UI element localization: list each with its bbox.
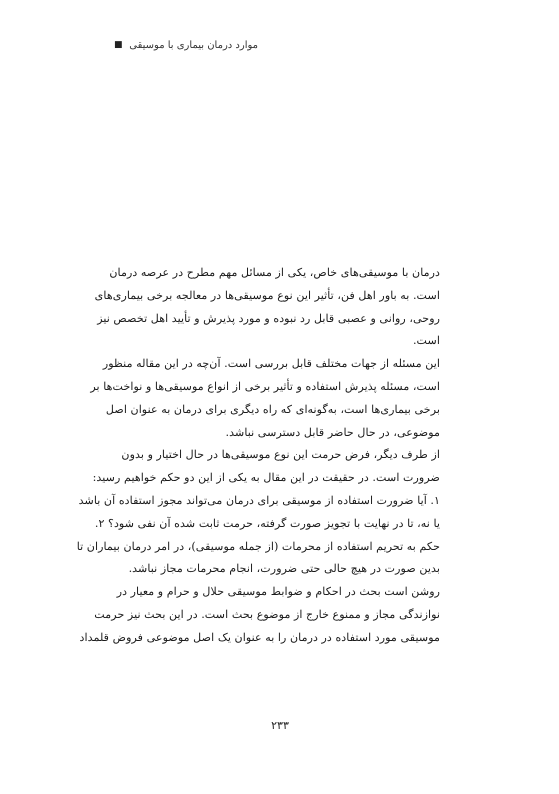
text-line: است. به باور اهل فن، تأثیر این نوع موسیقی‌ها در معالجه برخی بیماری‌های	[94, 288, 440, 302]
text-line: نوازندگی مجاز و ممنوع خارج از موضوع بحث است. در این بحث نیز حرمت	[94, 607, 440, 621]
paragraph	[90, 353, 440, 444]
text-line: است، مسئله پذیرش استفاده و تأثیر برخی از انواع موسیقی‌ها و نواخت‌ها بر	[90, 379, 440, 393]
text-line: موسیقی مورد استفاده در درمان را به عنوان یک اصل موضوعی فروض قلمداد	[79, 630, 440, 644]
page-number: ۲۳۳	[271, 719, 289, 732]
text-line: درمان با موسیقی‌های خاص، یکی از مسائل مهم مطرح در عرصه درمان	[109, 266, 440, 279]
body-text	[76, 262, 440, 650]
text-line: روحی، روانی و عصبی قابل رد نبوده و مورد پذیرش و تأیید اهل تخصص نیز	[97, 311, 440, 325]
paragraph	[94, 262, 440, 353]
text-line: این مسئله از جهات مختلف قابل بررسی است. آن‌چه در این مقاله منظور	[102, 357, 440, 371]
text-line: ۱. آیا ضرورت استفاده از موسیقی برای درمان می‌تواند مجوز استفاده آن باشد	[78, 493, 440, 507]
text-line: بدین صورت در هیچ حالی حتی ضرورت، انجام محرمات مجاز نباشد.	[128, 562, 440, 576]
text-line: حکم به تحریم استفاده از محرمات (از جمله موسیقی)، در امر درمان بیماران تا	[76, 539, 440, 553]
text-line: موضوعی، در حال حاضر قابل دسترسی نباشد.	[225, 425, 440, 439]
text-line: برخی بیماری‌ها است، به‌گونه‌ای که راه دیگری برای درمان به عنوان اصل	[105, 402, 440, 416]
paragraph	[79, 581, 440, 649]
text-line: یا نه، تا در نهایت با تجویز صورت گرفته، حرمت ثابت شده آن نفی شود؟ ۲.	[94, 516, 440, 530]
paragraph	[76, 444, 440, 581]
text-line: ضرورت است. در حقیقت در این مقال به یکی از این دو حکم خواهیم رسید:	[92, 471, 440, 485]
text-line: از طرف دیگر، فرض حرمت این نوع موسیقی‌ها در حال اختیار و بدون	[121, 448, 440, 462]
header-ornament-icon: ■	[114, 40, 123, 50]
text-line: روشن است بحث در احکام و ضوابط موسیقی حلال و حرام و معیار در	[116, 585, 440, 599]
running-header: موارد درمان بیماری با موسیقی	[129, 40, 258, 51]
text-line: است.	[412, 334, 440, 348]
